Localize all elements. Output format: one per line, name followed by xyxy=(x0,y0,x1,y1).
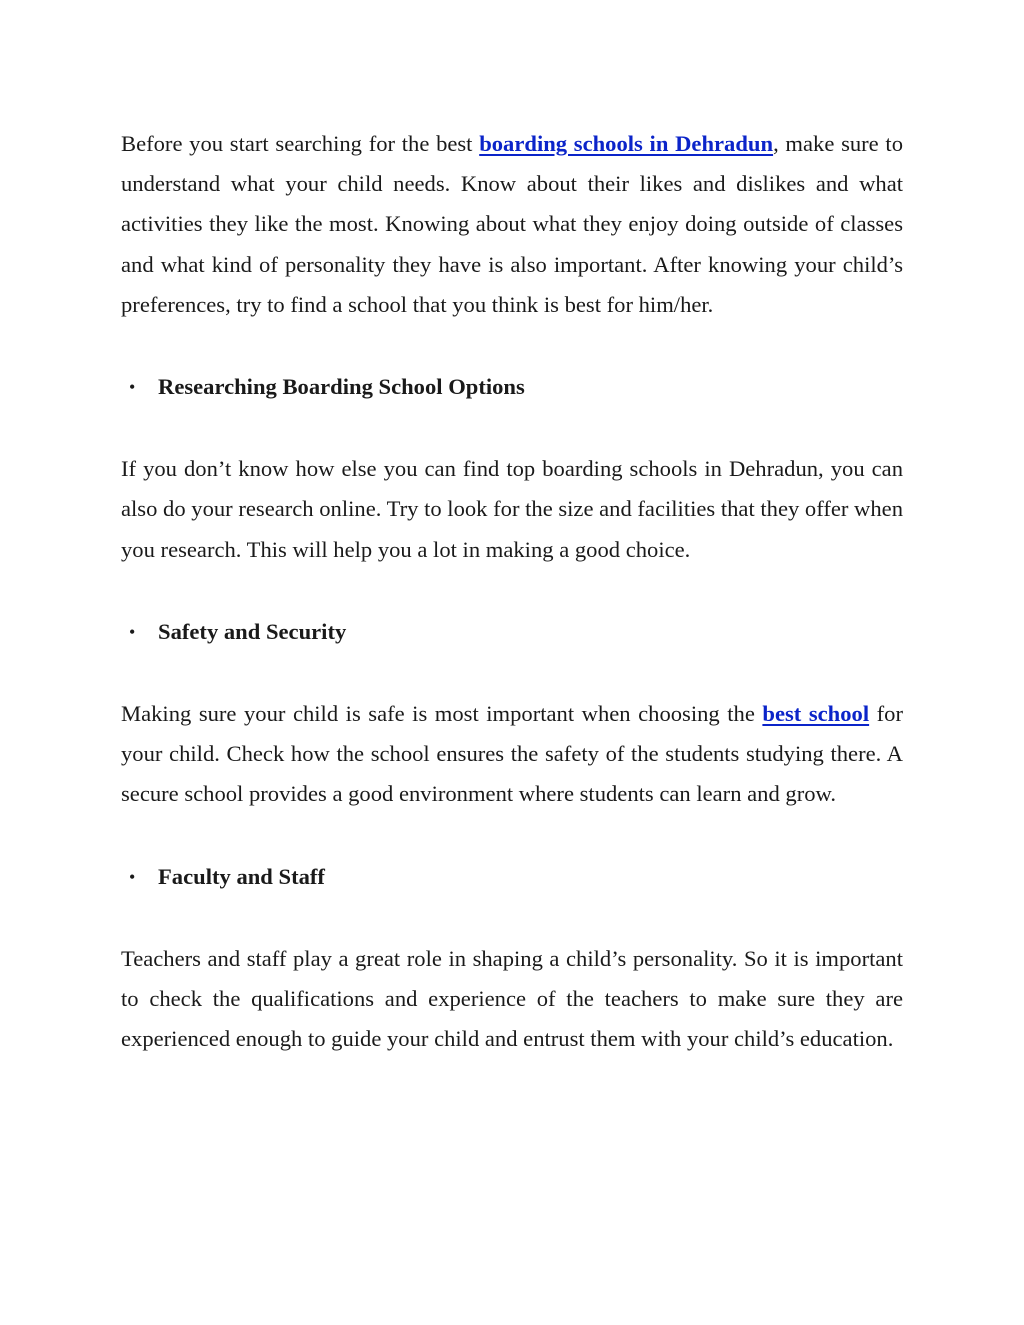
bullet-icon: • xyxy=(129,866,136,887)
safety-text-after: for your child. Check how the school ensures the safety of the students studying there. A secure school provides a good environment where students can learn and grow. xyxy=(121,701,903,807)
spacer xyxy=(121,652,903,694)
faculty-heading xyxy=(121,857,903,897)
document-page xyxy=(121,124,903,1059)
bullet-icon: • xyxy=(129,377,136,398)
spacer xyxy=(121,897,903,939)
boarding-schools-link[interactable]: boarding schools in Dehradun xyxy=(479,131,774,156)
spacer xyxy=(121,325,903,367)
faculty-paragraph: Teachers and staff play a great role in shaping a child’s personality. So it is important to check the qualifications and experience of the teachers to make sure they are experienced enough to guide your child and entrust them with your child’s education. xyxy=(121,945,903,1052)
research-heading xyxy=(121,367,903,407)
safety-text-before: Making sure your child is safe is most important when choosing the xyxy=(121,701,763,727)
research-paragraph: If you don’t know how else you can find top boarding schools in Dehradun, you can also do your research online. Try to look for the size and facilities that they offer when you research. This will help you a lot in making a good choice. xyxy=(121,456,903,562)
safety-heading-text: Safety and Security xyxy=(158,618,347,644)
bullet-icon: • xyxy=(129,621,136,642)
intro-text-after: , make sure to understand what your child needs. Know about their likes and dislikes and what activities they like the most. Knowing about what they enjoy doing outside of classes and what kind of personality they have is also important. After knowing your child’s preferences, try to find a school that you think is best for him/her. xyxy=(121,131,903,317)
spacer xyxy=(121,407,903,449)
intro-text-before: Before you start searching for the best xyxy=(121,131,480,156)
safety-paragraph xyxy=(121,694,903,815)
research-heading-text: Researching Boarding School Options xyxy=(158,374,525,400)
spacer xyxy=(121,570,903,612)
faculty-heading-text: Faculty and Staff xyxy=(158,863,325,889)
best-school-link[interactable]: best school xyxy=(762,701,870,727)
spacer xyxy=(121,815,903,857)
intro-paragraph xyxy=(121,124,903,325)
safety-heading xyxy=(121,612,903,652)
